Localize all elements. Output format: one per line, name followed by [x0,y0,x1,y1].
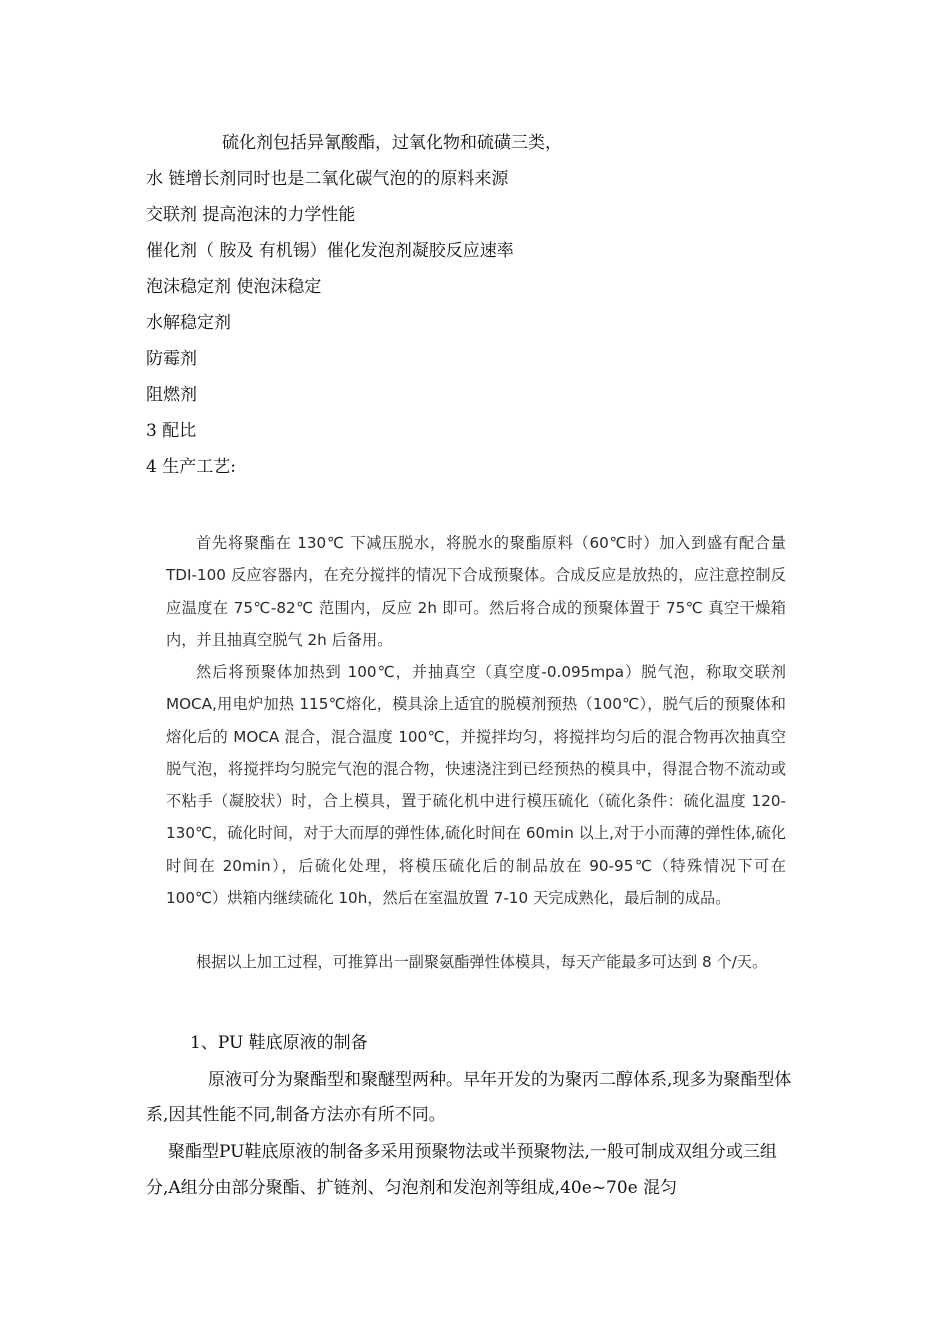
text-line-catalyst: 催化剂（ 胺及 有机锡）催化发泡剂凝胶反应速率 [146,241,514,261]
scan-paragraph-1: 首先将聚酯在 130℃ 下减压脱水，将脱水的聚酯原料（60℃时）加入到盛有配合量 TDI-100 反应容器内，在充分搅拌的情况下合成预聚体。合成反应是放热的，应注意控制反应温度在 75℃-82℃ 范围内，反应 2h 即可。然后将合成的预聚体置于 75℃ 真空干燥箱内，并且抽真空脱气 2h 后备用。 [166,534,786,649]
text-line-flame-retardant: 阻燃剂 [146,385,197,405]
text-line-hydrolysis-stabilizer: 水解稳定剂 [146,313,231,333]
text-line-antifungal: 防霉剂 [146,349,197,369]
body-paragraph-1: 原液可分为聚酯型和聚醚型两种。早年开发的为聚丙二醇体系,现多为聚酯型体系,因其性能不同,制备方法亦有所不同。 [146,1070,792,1125]
scan-paragraph-2: 然后将预聚体加热到 100℃，并抽真空（真空度-0.095mpa）脱气泡，称取交联剂 MOCA,用电炉加热 115℃熔化，模具涂上适宜的脱模剂预热（100℃），脱气后的预聚体和熔化后的 MOCA 混合，混合温度 100℃，并搅拌均匀，将搅拌均匀后的混合物再次抽真空脱气泡，将搅拌均匀脱完气泡的混合物，快速浇注到已经预热的模具中，得混合物不流动或不粘手（凝胶状）时，合上模具，置于硫化机中进行模压硫化（硫化条件：硫化温度 120-130℃，硫化时间，对于大而厚的弹性体,硫化时间在 60min 以上,对于小而薄的弹性体,硫化时间在 20min），后硫化处理，将模压硫化后的制品放在 90-95℃（特殊情况下可在 100℃）烘箱内继续硫化 10h，然后在室温放置 7-10 天完成熟化，最后制的成品。 [166,663,786,908]
text-line-foam-stabilizer: 泡沫稳定剂 使泡沫稳定 [146,277,322,297]
scanned-text-block [140,513,800,1008]
body-paragraph-2: 聚酯型PU鞋底原液的制备多采用预聚物法或半预聚物法,一般可制成双组分或三组分,A组分由部分聚酯、扩链剂、匀泡剂和发泡剂等组成,40e~70e 混匀 [146,1142,777,1198]
section-heading-ratio: 3 配比 [146,421,197,441]
section-heading-pu-sole: 1、PU 鞋底原液的制备 [190,1033,368,1053]
text-line-curing-agents: 硫化剂包括异氰酸酯，过氧化物和硫磺三类， [222,133,562,153]
text-line-water: 水 链增长剂同时也是二氧化碳气泡的的原料来源 [146,169,509,189]
text-line-crosslinker: 交联剂 提高泡沫的力学性能 [146,205,356,225]
section-heading-process: 4 生产工艺: [146,457,236,477]
scan-paragraph-3: 根据以上加工过程，可推算出一副聚氨酯弹性体模具，每天产能最多可达到 8 个/天。 [196,953,768,971]
